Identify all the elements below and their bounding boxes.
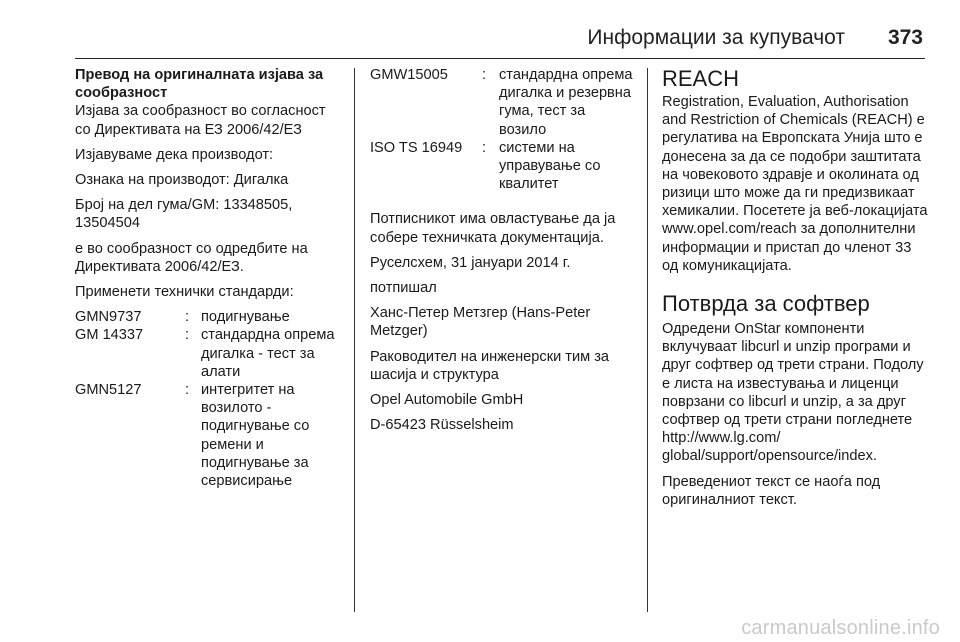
standard-code: GMN9737 <box>75 309 142 326</box>
header-title: Информации за купувачот <box>587 26 845 49</box>
standard-code: ISO TS 16949 <box>370 139 463 156</box>
standard-code: GMN5127 <box>75 382 142 399</box>
column-declaration <box>75 66 343 490</box>
standard-description: стандардна опрема дигалка и резервна гума, тест за возило <box>499 67 633 138</box>
declaration-paragraph: Број на дел гума/GM: 13348505, 13504504 <box>75 197 293 232</box>
declaration-paragraph: Изјавуваме дека производот: <box>75 146 274 163</box>
column-divider-right <box>647 68 648 612</box>
table-row <box>370 66 635 139</box>
table-row <box>370 139 635 194</box>
page-number: 373 <box>887 26 923 49</box>
standard-separator: : <box>185 382 190 399</box>
declaration-paragraph: Изјава за сообразност во согласност со Директивата на ЕЗ 2006/42/ЕЗ <box>75 103 326 138</box>
reach-paragraph: Registration, Evaluation, Authorisation and Restriction of Chemicals (REACH) е регулатива на Европската Унија што е донесена за да се подобри заштитата на човековото здравје и околината од ризици што може да ги предизвикаат хемикалии. Посетете ја веб-локацијата www.opel.com/reach за дополнителни информации и пристап до членот 33 од комуникацијата. <box>662 94 928 274</box>
standard-description: интегритет на возилото - подигнување со ремени и подигнување за сервисирање <box>201 382 310 490</box>
standard-separator: : <box>482 67 487 83</box>
standard-code: GM 14337 <box>75 327 144 344</box>
page-header <box>75 24 925 59</box>
standard-separator: : <box>482 139 487 156</box>
table-row <box>75 308 343 326</box>
column-signature <box>370 66 635 441</box>
declaration-paragraph: е во сообразност со одредбите на Директивата 2006/42/ЕЗ. <box>75 240 308 275</box>
standards-table <box>370 66 635 193</box>
watermark: carmanualsonline.info <box>741 617 940 639</box>
standard-description: стандардна опрема дигалка - тест за алати <box>201 327 335 380</box>
standard-separator: : <box>185 309 190 326</box>
table-row <box>75 326 343 381</box>
declaration-paragraph: Ознака на производот: Дигалка <box>75 172 289 189</box>
standard-description: подигнување <box>201 309 290 326</box>
reach-heading: REACH <box>662 66 740 91</box>
signature-paragraph: Ханс-Петер Метзгер (Hans-Peter Metzger) <box>370 305 591 340</box>
standard-code: GMW15005 <box>370 67 448 83</box>
table-row <box>75 381 343 490</box>
standards-table <box>75 308 343 490</box>
column-reach-software <box>662 66 930 516</box>
signature-paragraph: Потписникот има овластување да ја собере техничката документација. <box>370 211 616 246</box>
signature-paragraph: D-65423 Rüsselsheim <box>370 417 514 434</box>
signature-paragraph: Раководител на инженерски тим за шасија и структура <box>370 348 610 383</box>
software-paragraph: Преведениот текст се наоѓа под оригиналниот текст. <box>662 473 881 508</box>
signature-paragraph: потпишал <box>370 280 437 297</box>
column-divider-left <box>354 68 355 612</box>
declaration-heading: Превод на оригиналната изјава за сообразност <box>75 67 324 102</box>
declaration-paragraph: Применети технички стандарди: <box>75 284 294 301</box>
software-heading: Потврда за софтвер <box>662 291 870 317</box>
signature-paragraph: Руселсхем, 31 јануари 2014 г. <box>370 254 571 271</box>
standard-description: системи на управување со квалитет <box>499 139 601 193</box>
software-paragraph: Одредени OnStar компоненти вклучуваат libcurl и unzip програми и друг софтвер од трети страни. Подолу е листа на известувања и лиценци поврзани со libcurl и unzip, а за друг софтвер од трети страни погледнете http://www.lg.com/ global/support/opensource/index. <box>662 321 924 465</box>
signature-paragraph: Opel Automobile GmbH <box>370 392 524 409</box>
standard-separator: : <box>185 327 190 344</box>
